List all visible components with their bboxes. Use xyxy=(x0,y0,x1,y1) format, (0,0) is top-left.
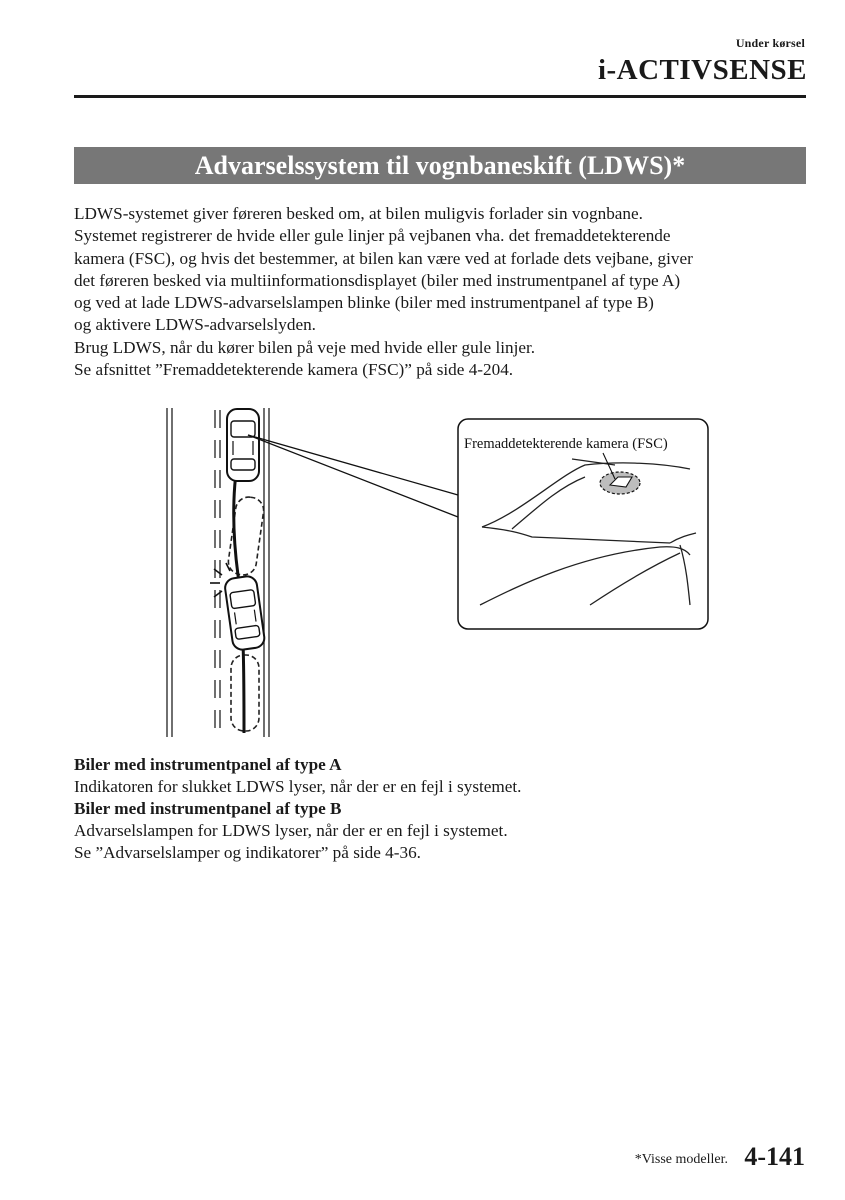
type-b-text: Advarselslampen for LDWS lyser, når der er en fejl i systemet. xyxy=(74,821,508,840)
drifting-car xyxy=(224,575,266,651)
header-rule xyxy=(74,95,806,98)
page-number: 4-141 xyxy=(744,1142,805,1171)
footnote: *Visse modeller. xyxy=(634,1152,728,1167)
camera-icon xyxy=(600,472,640,494)
chapter-header: i-ACTIVSENSE xyxy=(597,54,807,86)
intro-line: det føreren besked via multiinformationsdisplayet (biler med instrumentpanel af type A) xyxy=(74,270,681,290)
ldws-diagram xyxy=(160,405,720,745)
intro-line: Se afsnittet ”Fremaddetekterende kamera (FSC)” på side 4-204. xyxy=(74,360,514,380)
type-b-heading: Biler med instrumentpanel af type B xyxy=(74,799,342,818)
intro-paragraph xyxy=(74,203,814,381)
zoom-connector-lines xyxy=(248,435,458,517)
intro-line: Brug LDWS, når du kører bilen på veje med hvide eller gule linjer. xyxy=(74,337,536,357)
intro-line: kamera (FSC), og hvis det bestemmer, at bilen kan være ved at forlade dets vejbane, giver xyxy=(74,248,693,268)
intro-line: og ved at lade LDWS-advarselslampen blinke (biler med instrumentpanel af type B) xyxy=(74,293,654,313)
intro-line: LDWS-systemet giver føreren besked om, at bilen muligvis forlader sin vognbane. xyxy=(74,204,643,223)
reference-text: Se ”Advarselslamper og indikatorer” på side 4-36. xyxy=(74,843,421,862)
car-ahead xyxy=(227,409,259,481)
type-a-text: Indikatoren for slukket LDWS lyser, når der er en fejl i systemet. xyxy=(74,777,522,796)
section-header: Under kørsel xyxy=(735,36,805,50)
intro-line: og aktivere LDWS-advarselslyden. xyxy=(74,315,316,335)
road-left-edge xyxy=(167,408,172,737)
camera-callout-label: Fremaddetekterende kamera (FSC) xyxy=(464,436,668,452)
ldws-illustration xyxy=(160,405,720,750)
notes-section xyxy=(74,754,814,864)
intro-line: Systemet registrerer de hvide eller gule linjer på vejbanen vha. det fremaddetekterende xyxy=(74,226,671,246)
section-title: Advarselssystem til vognbaneskift (LDWS)* xyxy=(74,147,806,184)
road-right-edge xyxy=(264,408,269,737)
type-a-heading: Biler med instrumentpanel af type A xyxy=(74,755,342,774)
